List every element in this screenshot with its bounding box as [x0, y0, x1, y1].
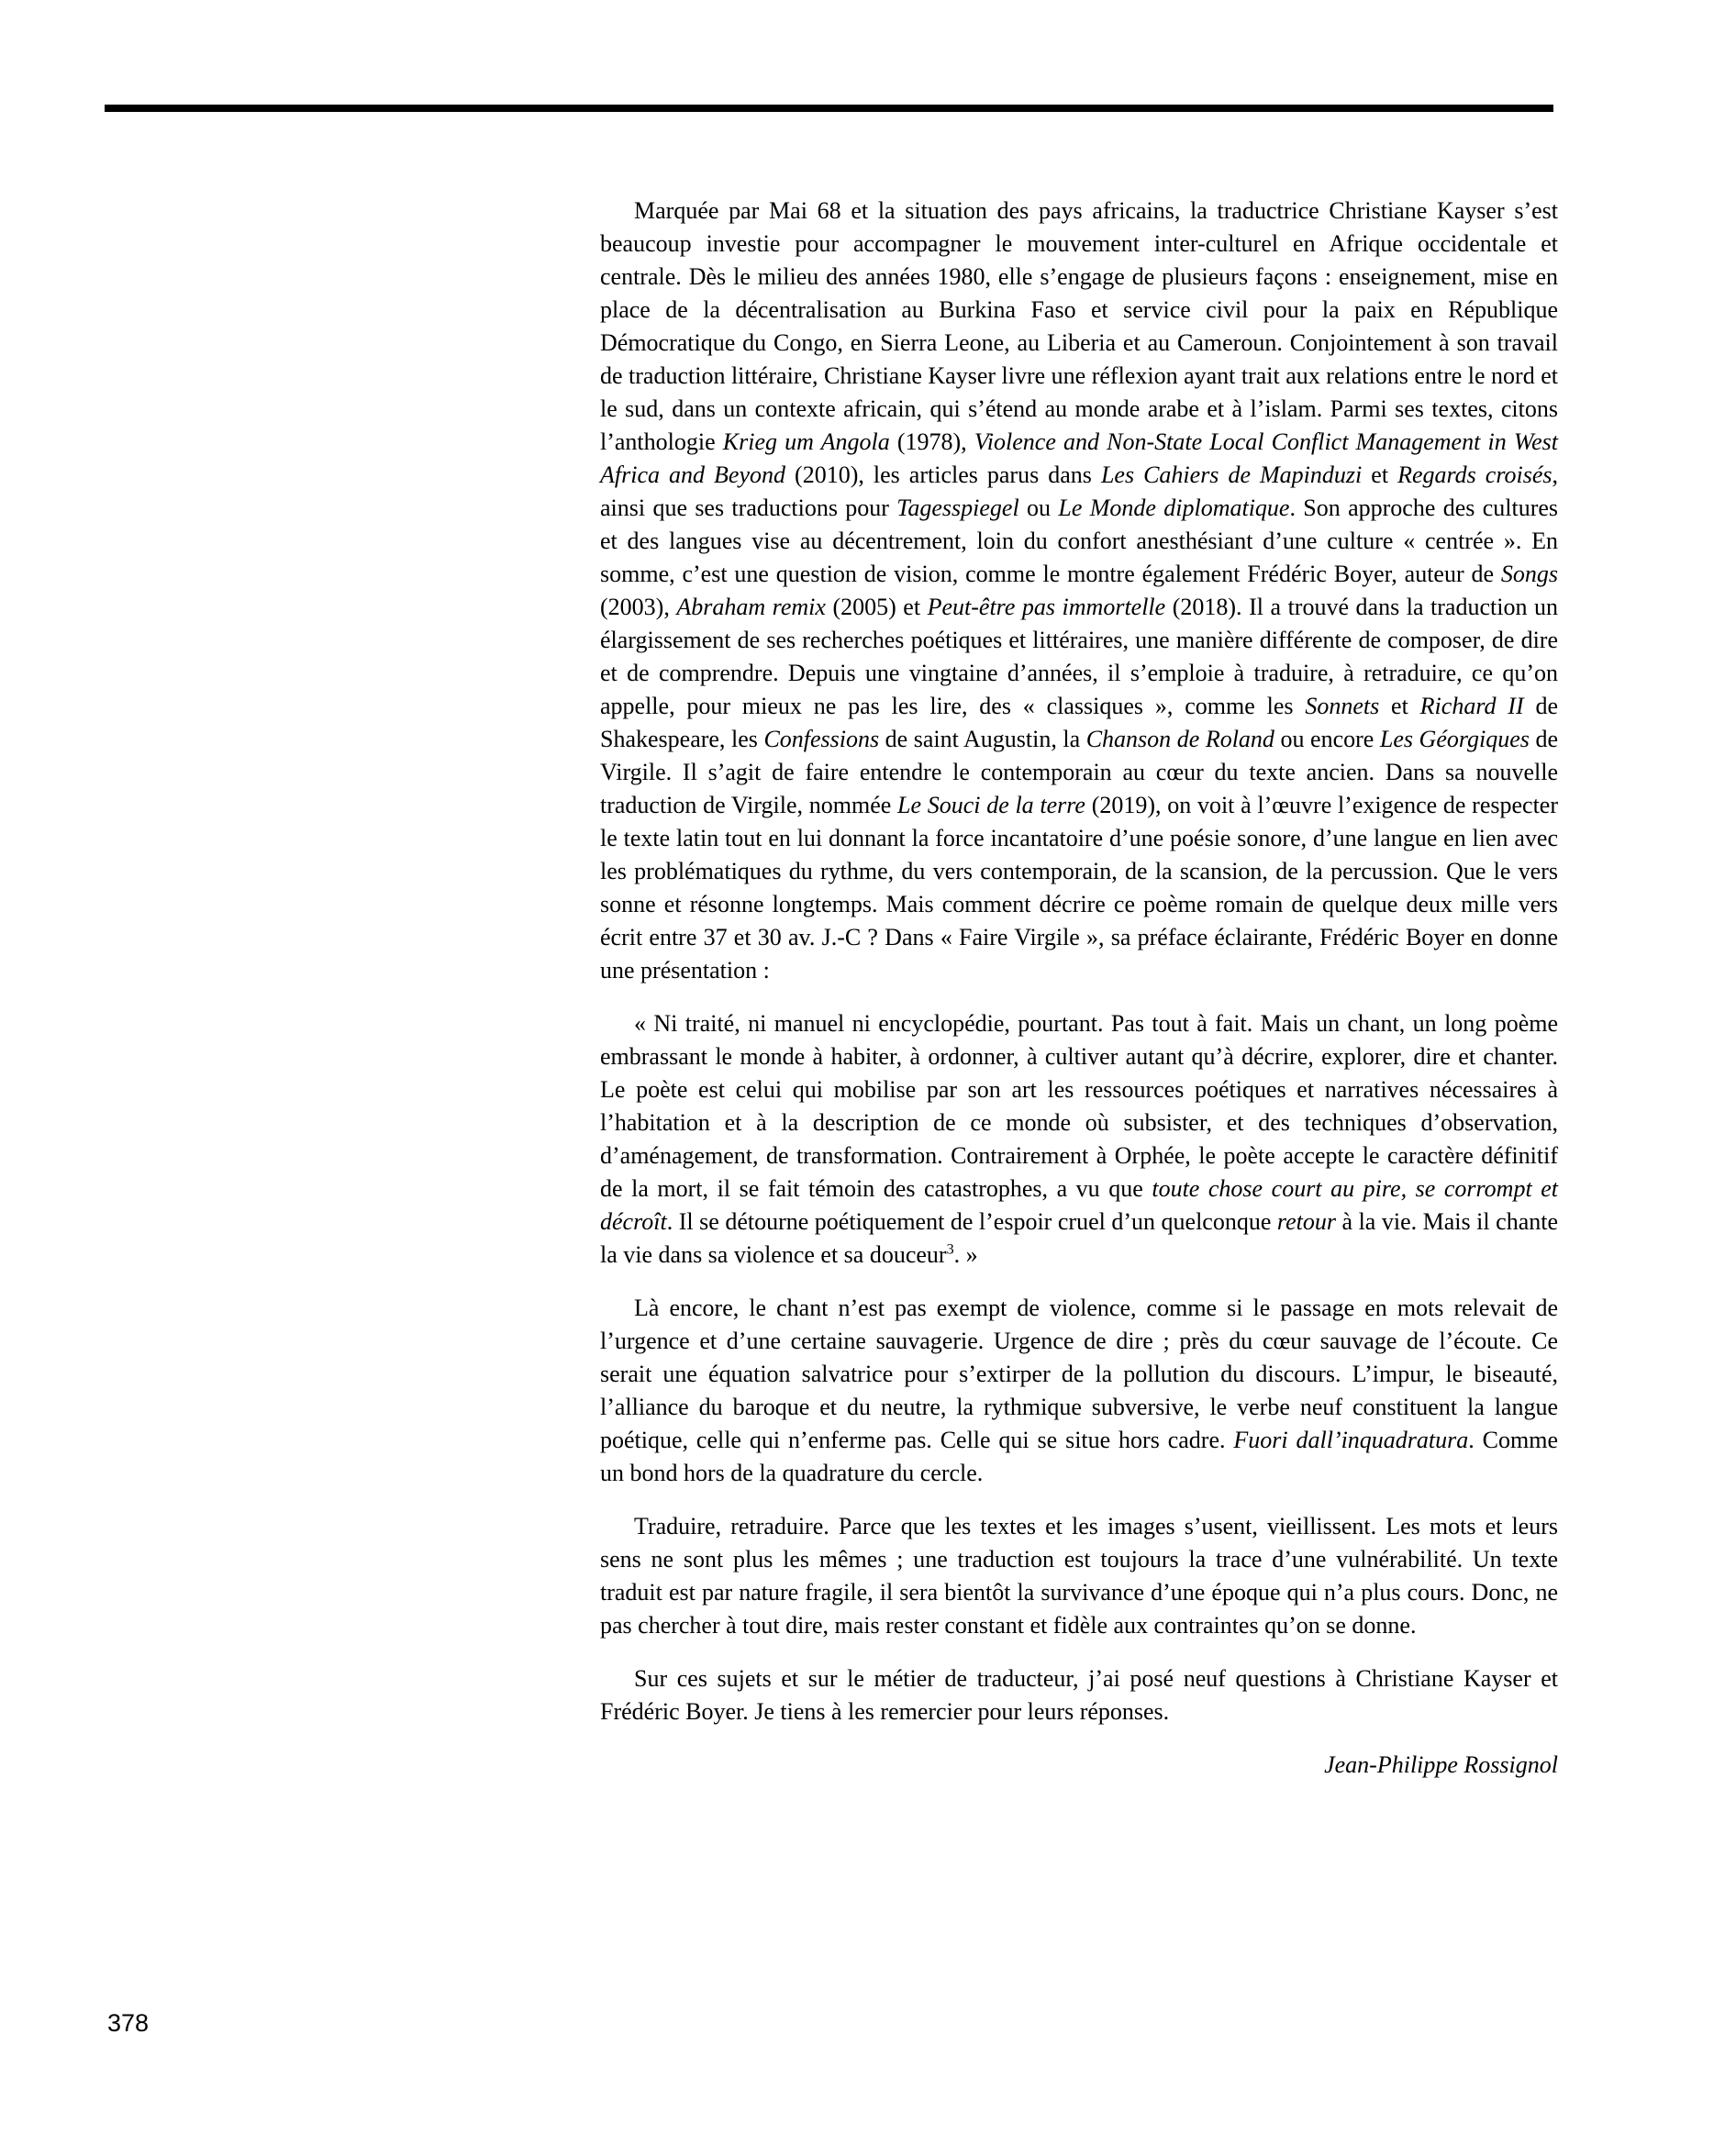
paragraph-chant-violence: Là encore, le chant n’est pas exempt de violence, comme si le passage en mots relevait de l’urgence et d’une certaine sauvagerie. Urgence de dire ; près du cœur sauvage de l’écoute. Ce serait une équation salvatrice pour s’extirper de la pollution du discours. L’impur, le biseauté, l’alliance du baroque et du neutre, la rythmique subversive, le verbe neuf constituent la langue poétique, celle qui n’enferme pas. Celle qui se situe hors cadre. Fuori dall’inquadratura. Comme un bond hors de la quadrature du cercle.	[600, 1295, 1558, 1486]
article-text-block	[600, 194, 1558, 1782]
author-signature: Jean-Philippe Rossignol	[1324, 1751, 1558, 1778]
page-number: 378	[107, 2009, 150, 2037]
paragraph-intro: Marquée par Mai 68 et la situation des pays africains, la traductrice Christiane Kayser s’est beaucoup investie pour accompagner le mouvement inter-culturel en Afrique occidentale et centrale. Dès le milieu des années 1980, elle s’engage de plusieurs façons : enseignement, mise en place de la décentralisation au Burkina Faso et service civil pour la paix en République Démocratique du Congo, en Sierra Leone, au Liberia et au Cameroun. Conjointement à son travail de traduction littéraire, Christiane Kayser livre une réflexion ayant trait aux relations entre le nord et le sud, dans un contexte africain, qui s’étend au monde arabe et à l’islam. Parmi ses textes, citons l’anthologie Krieg um Angola (1978), Violence and Non-State Local Conflict Management in West Africa and Beyond (2010), les articles parus dans Les Cahiers de Mapinduzi et Regards croisés, ainsi que ses traductions pour Tagesspiegel ou Le Monde diplomatique. Son approche des cultures et des langues vise au décentrement, loin du confort anesthésiant d’une culture « centrée ». En somme, c’est une question de vision, comme le montre également Frédéric Boyer, auteur de Songs (2003), Abraham remix (2005) et Peut-être pas immortelle (2018). Il a trouvé dans la traduction un élargissement de ses recherches poétiques et littéraires, une manière différente de composer, de dire et de comprendre. Depuis une vingtaine d’années, il s’emploie à traduire, à retraduire, ce qu’on appelle, pour mieux ne pas les lire, des « classiques », comme les Sonnets et Richard II de Shakespeare, les Confessions de saint Augustin, la Chanson de Roland ou encore Les Géorgiques de Virgile. Il s’agit de faire entendre le contemporain au cœur du texte ancien. Dans sa nouvelle traduction de Virgile, nommée Le Souci de la terre (2019), on voit à l’œuvre l’exigence de respecter le texte latin tout en lui donnant la force incantatoire d’une poésie sonore, d’une langue en lien avec les problématiques du rythme, du vers contemporain, de la scansion, de la percussion. Que le vers sonne et résonne longtemps. Mais comment décrire ce poème romain de quelque deux mille vers écrit entre 37 et 30 av. J.-C ? Dans « Faire Virgile », sa préface éclairante, Frédéric Boyer en donne une présentation :	[600, 197, 1559, 984]
paragraph-traduire-retraduire: Traduire, retraduire. Parce que les textes et les images s’usent, vieillissent. Les mots et leurs sens ne sont plus les mêmes ; une traduction est toujours la trace d’une vulnérabilité. Un texte traduit est par nature fragile, il sera bientôt la survivance d’une époque qui n’a plus cours. Donc, ne pas chercher à tout dire, mais rester constant et fidèle aux contraintes qu’on se donne.	[600, 1513, 1558, 1639]
header-rule	[105, 105, 1553, 112]
paragraph-boyer-quote: « Ni traité, ni manuel ni encyclopédie, pourtant. Pas tout à fait. Mais un chant, un long poème embrassant le monde à habiter, à ordonner, à cultiver autant qu’à décrire, explorer, dire et chanter. Le poète est celui qui mobilise par son art les ressources poétiques et narratives nécessaires à l’habitation et à la description de ce monde où subsister, et des techniques d’observation, d’aménagement, de transformation. Contrairement à Orphée, le poète accepte le caractère définitif de la mort, il se fait témoin des catastrophes, a vu que toute chose court au pire, se corrompt et décroît. Il se détourne poétiquement de l’espoir cruel d’un quelconque retour à la vie. Mais il chante la vie dans sa violence et sa douceur$^3$. »	[600, 1010, 1558, 1268]
paragraph-neuf-questions: Sur ces sujets et sur le métier de traducteur, j’ai posé neuf questions à Christiane Kayser et Frédéric Boyer. Je tiens à les remercier pour leurs réponses.	[600, 1665, 1558, 1725]
